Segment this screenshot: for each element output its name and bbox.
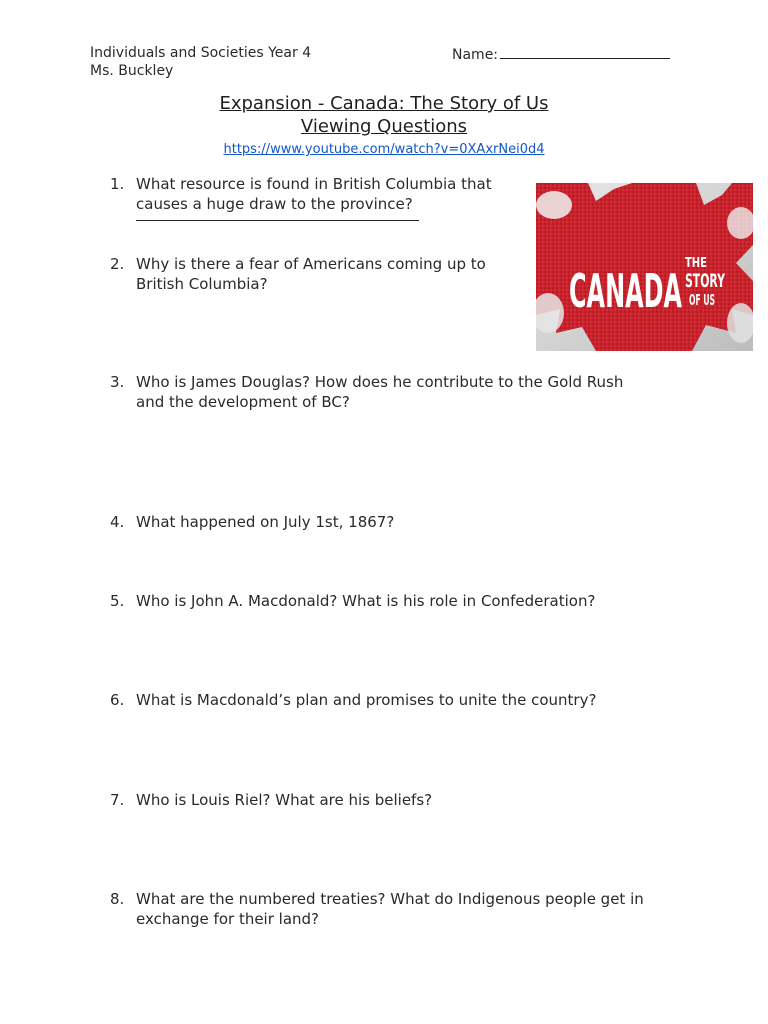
title-block [0, 92, 768, 158]
image-sub-story: STORY [685, 270, 726, 292]
page-subtitle: Viewing Questions [300, 116, 468, 137]
canada-story-of-us-image [536, 183, 753, 351]
question-number: 8. [110, 890, 125, 908]
course-title: Individuals and Societies Year 4 [90, 45, 312, 61]
question-number: 5. [110, 592, 125, 610]
question-number: 6. [110, 691, 125, 709]
image-word-canada: CANADA [569, 264, 683, 318]
video-link[interactable]: https://www.youtube.com/watch?v=0XAxrNei0d4 [223, 142, 545, 157]
question-number: 2. [110, 255, 125, 273]
header-left [90, 44, 311, 80]
question-text: Who is Louis Riel? What are his beliefs? [136, 791, 433, 809]
page-title: Expansion - Canada: The Story of Us [219, 93, 549, 114]
question-text: What resource is found in British Columbia that [136, 175, 492, 193]
question-number: 7. [110, 791, 125, 809]
image-sub-the: THE [685, 256, 707, 271]
question-text: exchange for their land? [136, 910, 320, 928]
answer-line [136, 214, 419, 221]
question-text: Why is there a fear of Americans coming up to [136, 255, 486, 273]
question-text: Who is John A. Macdonald? What is his role in Confederation? [136, 592, 596, 610]
question-number: 1. [110, 175, 125, 193]
maple-leaf-graphic [536, 183, 753, 351]
question-number: 4. [110, 513, 125, 531]
teacher-name: Ms. Buckley [90, 63, 174, 79]
question-number: 3. [110, 373, 125, 391]
question-text: What are the numbered treaties? What do Indigenous people get in [136, 890, 644, 908]
name-blank [500, 44, 670, 59]
question-text: causes a huge draw to the province? [136, 195, 413, 213]
name-label: Name: [452, 47, 499, 63]
question-text: What happened on July 1st, 1867? [136, 513, 395, 531]
name-field [452, 44, 670, 64]
question-text: British Columbia? [136, 275, 268, 293]
question-text: Who is James Douglas? How does he contribute to the Gold Rush [136, 373, 624, 391]
question-text: What is Macdonald’s plan and promises to unite the country? [136, 691, 597, 709]
image-sub-of-us: OF US [689, 291, 715, 309]
question-text: and the development of BC? [136, 393, 350, 411]
